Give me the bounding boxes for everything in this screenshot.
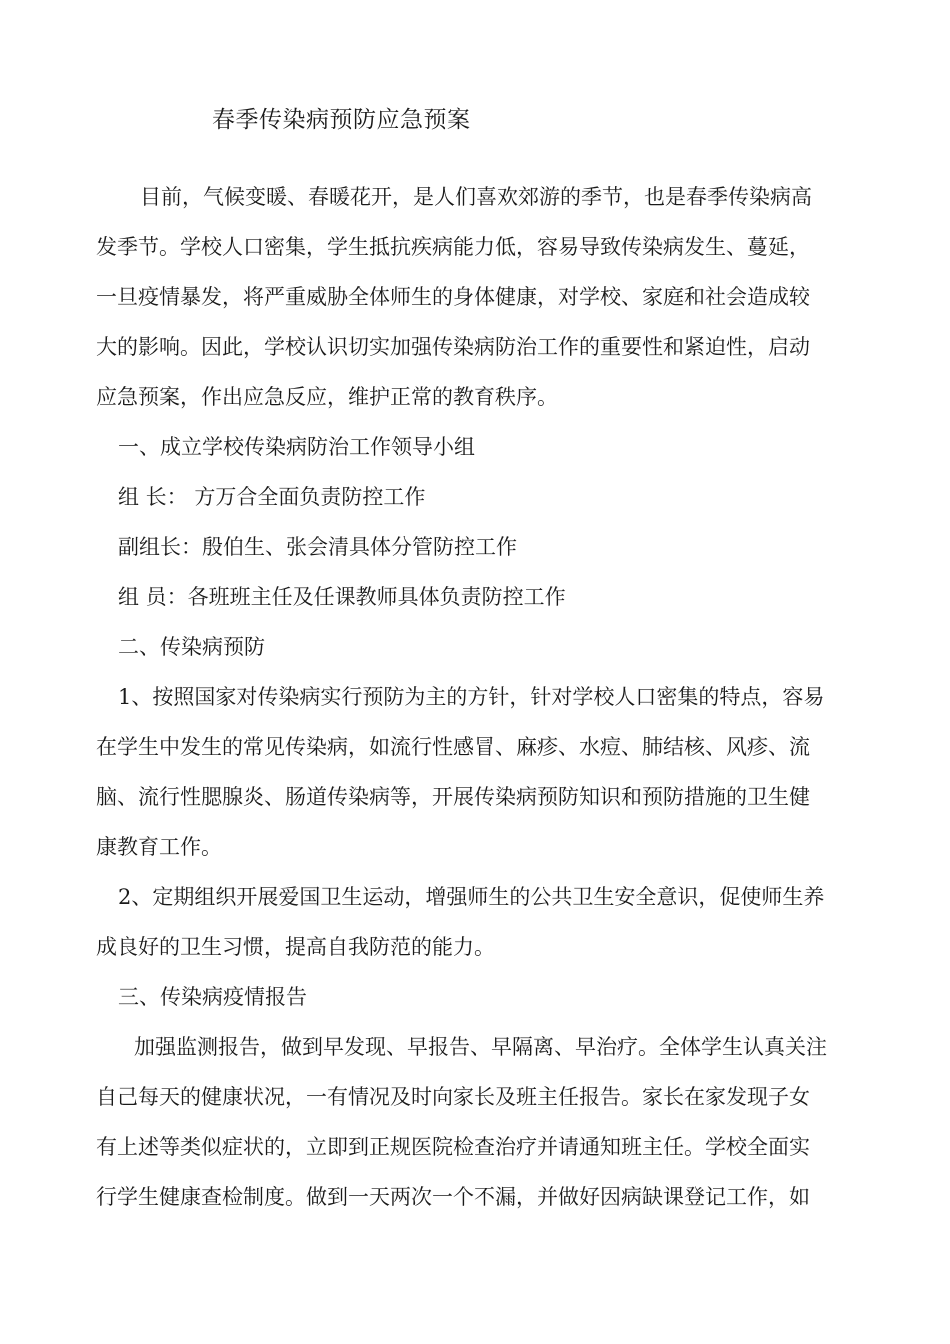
document-title: 春季传染病预防应急预案 xyxy=(212,107,471,133)
text-line: 加强监测报告，做到早发现、早报告、早隔离、早治疗。全体学生认真关注 xyxy=(134,1035,827,1059)
text-line: 自己每天的健康状况，一有情况及时向家长及班主任报告。家长在家发现子女 xyxy=(96,1085,810,1109)
text-line: 成良好的卫生习惯，提高自我防范的能力。 xyxy=(96,935,495,959)
text-line: 三、传染病疫情报告 xyxy=(118,985,307,1009)
text-line: 康教育工作。 xyxy=(96,835,222,859)
text-line: 副组长：殷伯生、张会清具体分管防控工作 xyxy=(118,535,517,559)
text-line: 一旦疫情暴发，将严重威胁全体师生的身体健康，对学校、家庭和社会造成较 xyxy=(96,285,810,309)
text-line: 1、按照国家对传染病实行预防为主的方针，针对学校人口密集的特点，容易 xyxy=(118,685,825,709)
text-line: 有上述等类似症状的，立即到正规医院检查治疗并请通知班主任。学校全面实 xyxy=(96,1135,810,1159)
text-line: 组 长： 方万合全面负责防控工作 xyxy=(118,485,426,509)
text-line: 脑、流行性腮腺炎、肠道传染病等，开展传染病预防知识和预防措施的卫生健 xyxy=(96,785,810,809)
text-line: 发季节。学校人口密集，学生抵抗疾病能力低，容易导致传染病发生、蔓延， xyxy=(96,235,810,259)
text-line: 2、定期组织开展爱国卫生运动，增强师生的公共卫生安全意识，促使师生养 xyxy=(118,885,825,909)
text-line: 组 员：各班班主任及任课教师具体负责防控工作 xyxy=(118,585,566,609)
text-line: 一、成立学校传染病防治工作领导小组 xyxy=(118,435,475,459)
text-line: 大的影响。因此，学校认识切实加强传染病防治工作的重要性和紧迫性，启动 xyxy=(96,335,810,359)
text-line: 目前，气候变暖、春暖花开，是人们喜欢郊游的季节，也是春季传染病高 xyxy=(140,185,812,209)
document-body xyxy=(96,172,861,1222)
text-line: 应急预案，作出应急反应，维护正常的教育秩序。 xyxy=(96,385,558,409)
text-line: 行学生健康查检制度。做到一天两次一个不漏，并做好因病缺课登记工作，如 xyxy=(96,1185,810,1209)
text-line: 在学生中发生的常见传染病，如流行性感冒、麻疹、水痘、肺结核、风疹、流 xyxy=(96,735,810,759)
text-line: 二、传染病预防 xyxy=(118,635,265,659)
